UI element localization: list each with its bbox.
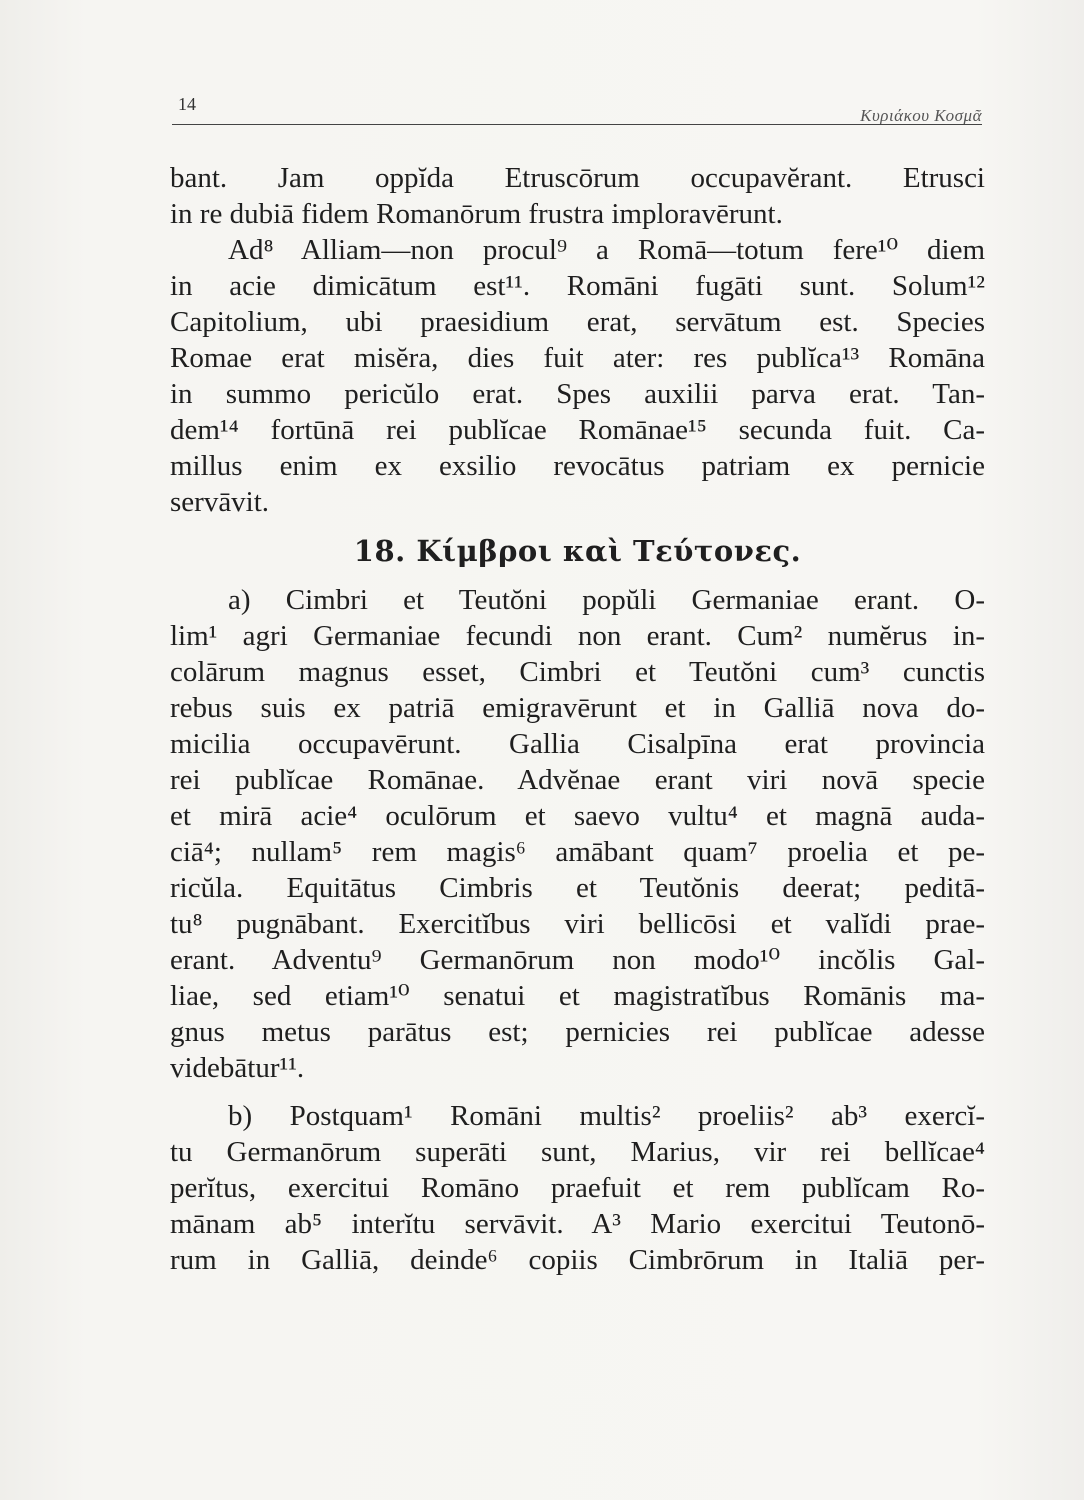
body-text	[170, 160, 985, 1278]
text-line: mānam ab⁵ interĭtu servāvit. A³ Mario exercitui Teutonō-	[170, 1208, 985, 1240]
text-line: liae, sed etiam¹⁰ senatui et magistratĭbus Romānis ma-	[170, 980, 985, 1012]
paragraph-gap	[170, 1086, 985, 1098]
text-line: servāvit.	[170, 486, 270, 518]
text-line: b) Postquam¹ Romāni multis² proeliis² ab³ exercĭ-	[228, 1100, 985, 1132]
paragraph-allia	[170, 232, 985, 520]
section-heading: 18. Κίμβροι καὶ Τεύτονες.	[353, 534, 802, 568]
text-line: gnus metus parātus est; pernicies rei publĭcae adesse	[170, 1016, 985, 1048]
text-line: Capitolium, ubi praesidium erat, servātum est. Species	[170, 306, 985, 338]
page-header	[172, 94, 982, 128]
text-line: Ad⁸ Alliam—non procul⁹ a Romā—totum fere¹⁰ diem	[228, 234, 985, 266]
text-line: micilia occupavērunt. Gallia Cisalpīna erat provincia	[170, 728, 985, 760]
text-line: tu Germanōrum superāti sunt, Marius, vir rei bellĭcae⁴	[170, 1136, 985, 1168]
paragraph-continuation	[170, 160, 985, 232]
text-line: in summo pericŭlo erat. Spes auxilii parva erat. Tan-	[170, 378, 985, 410]
text-line: ricŭla. Equitātus Cimbris et Teutŏnis deerat; peditā-	[170, 872, 985, 904]
text-line: Romae erat misĕra, dies fuit ater: res publĭca¹³ Romāna	[170, 342, 985, 374]
text-line: rum in Galliā, deinde⁶ copiis Cimbrōrum in Italiā per-	[170, 1244, 985, 1276]
text-line: rei publĭcae Romānae. Advĕnae erant viri novā specie	[170, 764, 985, 796]
text-line: dem¹⁴ fortūnā rei publĭcae Romānae¹⁵ secunda fuit. Ca-	[170, 414, 985, 446]
running-title: Κυριάκου Κοσμᾶ	[860, 106, 982, 125]
paragraph-a	[170, 582, 985, 1086]
text-line: millus enim ex exsilio revocātus patriam ex pernicie	[170, 450, 985, 482]
page-number: 14	[178, 94, 196, 114]
text-line: ciā⁴; nullam⁵ rem magis⁶ amābant quam⁷ proelia et pe-	[170, 836, 985, 868]
text-line: bant. Jam oppĭda Etruscōrum occupavĕrant. Etrusci	[170, 162, 985, 194]
text-line: a) Cimbri et Teutŏni popŭli Germaniae erant. O-	[228, 584, 985, 616]
text-line: in acie dimicātum est¹¹. Romāni fugāti sunt. Solum¹²	[170, 270, 985, 302]
text-line: lim¹ agri Germaniae fecundi non erant. Cum² numĕrus in-	[170, 620, 985, 652]
text-line: erant. Adventu⁹ Germanōrum non modo¹⁰ incŏlis Gal-	[170, 944, 985, 976]
text-line: in re dubiā fidem Romanōrum frustra imploravērunt.	[170, 198, 783, 230]
text-line: rebus suis ex patriā emigravērunt et in Galliā nova do-	[170, 692, 985, 724]
text-line: perĭtus, exercitui Romāno praefuit et rem publĭcam Ro-	[170, 1172, 985, 1204]
paragraph-b	[170, 1098, 985, 1278]
text-line: et mirā acie⁴ oculōrum et saevo vultu⁴ et magnā auda-	[170, 800, 985, 832]
text-line: colārum magnus esset, Cimbri et Teutŏni cum³ cunctis	[170, 656, 985, 688]
text-line: tu⁸ pugnābant. Exercitĭbus viri bellicōsi et valĭdi prae-	[170, 908, 985, 940]
text-line: videbātur¹¹.	[170, 1052, 305, 1084]
header-rule	[172, 124, 982, 125]
